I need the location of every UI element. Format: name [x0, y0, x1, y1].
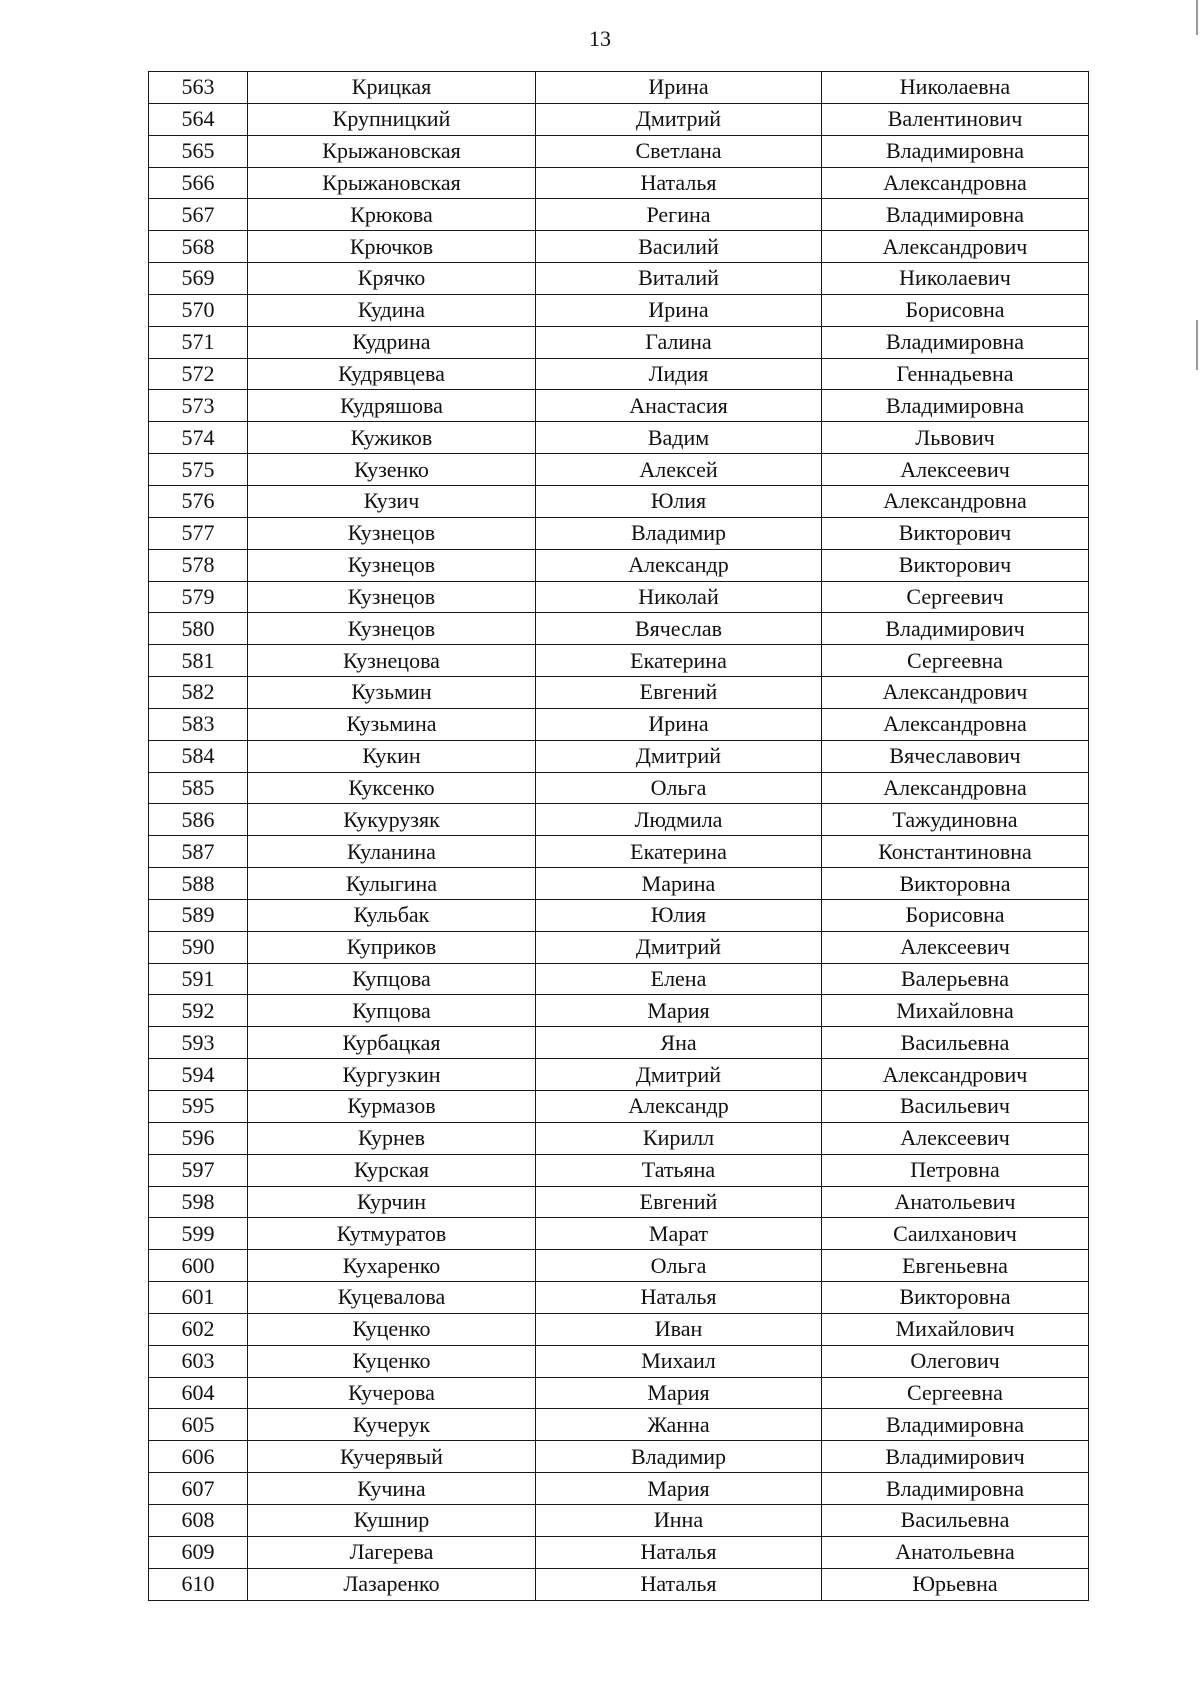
row-number: 568: [149, 231, 248, 263]
row-number: 581: [149, 645, 248, 677]
first-name-cell: Регина: [536, 199, 822, 231]
patronymic-cell: Владимирович: [822, 613, 1089, 645]
table-row: [149, 167, 1089, 199]
surname-cell: Кудрявцева: [248, 358, 536, 390]
patronymic-cell: Владимировна: [822, 1409, 1089, 1441]
patronymic-cell: Александрович: [822, 231, 1089, 263]
first-name-cell: Жанна: [536, 1409, 822, 1441]
first-name-cell: Алексей: [536, 454, 822, 486]
first-name-cell: Инна: [536, 1504, 822, 1536]
first-name-cell: Вячеслав: [536, 613, 822, 645]
row-number: 592: [149, 995, 248, 1027]
patronymic-cell: Евгеньевна: [822, 1250, 1089, 1282]
table-row: [149, 581, 1089, 613]
row-number: 600: [149, 1250, 248, 1282]
patronymic-cell: Владимировна: [822, 390, 1089, 422]
surname-cell: Кужиков: [248, 422, 536, 454]
surname-cell: Кушнир: [248, 1504, 536, 1536]
patronymic-cell: Васильевна: [822, 1027, 1089, 1059]
patronymic-cell: Викторовна: [822, 1282, 1089, 1314]
table-row: [149, 677, 1089, 709]
first-name-cell: Кирилл: [536, 1122, 822, 1154]
patronymic-cell: Александрович: [822, 1059, 1089, 1091]
patronymic-cell: Олегович: [822, 1345, 1089, 1377]
table-row: [149, 931, 1089, 963]
first-name-cell: Татьяна: [536, 1154, 822, 1186]
surname-cell: Курчин: [248, 1186, 536, 1218]
surname-cell: Куценко: [248, 1313, 536, 1345]
row-number: 607: [149, 1473, 248, 1505]
row-number: 582: [149, 677, 248, 709]
table-row: [149, 454, 1089, 486]
row-number: 606: [149, 1441, 248, 1473]
patronymic-cell: Вячеславович: [822, 740, 1089, 772]
row-number: 574: [149, 422, 248, 454]
patronymic-cell: Александровна: [822, 708, 1089, 740]
row-number: 593: [149, 1027, 248, 1059]
patronymic-cell: Викторовна: [822, 868, 1089, 900]
first-name-cell: Иван: [536, 1313, 822, 1345]
row-number: 599: [149, 1218, 248, 1250]
table-row: [149, 72, 1089, 104]
surname-cell: Крюкова: [248, 199, 536, 231]
surname-cell: Кузнецов: [248, 517, 536, 549]
table-row: [149, 899, 1089, 931]
page-number: 13: [589, 26, 611, 51]
table-row: [149, 390, 1089, 422]
row-number: 572: [149, 358, 248, 390]
row-number: 589: [149, 899, 248, 931]
first-name-cell: Юлия: [536, 485, 822, 517]
row-number: 602: [149, 1313, 248, 1345]
row-number: 578: [149, 549, 248, 581]
surname-cell: Курнев: [248, 1122, 536, 1154]
patronymic-cell: Алексеевич: [822, 454, 1089, 486]
row-number: 567: [149, 199, 248, 231]
patronymic-cell: Геннадьевна: [822, 358, 1089, 390]
row-number: 580: [149, 613, 248, 645]
row-number: 576: [149, 485, 248, 517]
table-row: [149, 326, 1089, 358]
patronymic-cell: Алексеевич: [822, 931, 1089, 963]
surname-cell: Купцова: [248, 963, 536, 995]
surname-cell: Кучерова: [248, 1377, 536, 1409]
surname-cell: Курмазов: [248, 1091, 536, 1123]
patronymic-cell: Александровна: [822, 485, 1089, 517]
surname-cell: Кудина: [248, 294, 536, 326]
table-row: [149, 1313, 1089, 1345]
surname-cell: Крупницкий: [248, 103, 536, 135]
patronymic-cell: Александровна: [822, 167, 1089, 199]
surname-cell: Кузнецов: [248, 613, 536, 645]
table-row: [149, 1377, 1089, 1409]
first-name-cell: Василий: [536, 231, 822, 263]
row-number: 584: [149, 740, 248, 772]
row-number: 588: [149, 868, 248, 900]
row-number: 609: [149, 1536, 248, 1568]
surname-cell: Куксенко: [248, 772, 536, 804]
surname-cell: Куланина: [248, 836, 536, 868]
patronymic-cell: Валерьевна: [822, 963, 1089, 995]
surname-cell: Кузнецова: [248, 645, 536, 677]
row-number: 594: [149, 1059, 248, 1091]
row-number: 587: [149, 836, 248, 868]
row-number: 579: [149, 581, 248, 613]
first-name-cell: Марина: [536, 868, 822, 900]
table-row: [149, 135, 1089, 167]
first-name-cell: Людмила: [536, 804, 822, 836]
row-number: 590: [149, 931, 248, 963]
table-row: [149, 1218, 1089, 1250]
patronymic-cell: Анатольевна: [822, 1536, 1089, 1568]
patronymic-cell: Сергеевна: [822, 645, 1089, 677]
surname-cell: Купцова: [248, 995, 536, 1027]
first-name-cell: Лидия: [536, 358, 822, 390]
row-number: 577: [149, 517, 248, 549]
patronymic-cell: Владимировна: [822, 199, 1089, 231]
table-row: [149, 1536, 1089, 1568]
table-row: [149, 804, 1089, 836]
table-row: [149, 1568, 1089, 1600]
patronymic-cell: Михайлович: [822, 1313, 1089, 1345]
first-name-cell: Ольга: [536, 1250, 822, 1282]
patronymic-cell: Борисовна: [822, 294, 1089, 326]
first-name-cell: Наталья: [536, 1282, 822, 1314]
patronymic-cell: Николаевна: [822, 72, 1089, 104]
table-row: [149, 1282, 1089, 1314]
surname-cell: Кузьмина: [248, 708, 536, 740]
table-row: [149, 1186, 1089, 1218]
patronymic-cell: Петровна: [822, 1154, 1089, 1186]
surname-cell: Кузнецов: [248, 581, 536, 613]
table-row: [149, 1027, 1089, 1059]
first-name-cell: Дмитрий: [536, 740, 822, 772]
table-row: [149, 613, 1089, 645]
surname-cell: Кузич: [248, 485, 536, 517]
patronymic-cell: Владимировна: [822, 326, 1089, 358]
row-number: 604: [149, 1377, 248, 1409]
table-row: [149, 1345, 1089, 1377]
patronymic-cell: Николаевич: [822, 263, 1089, 295]
row-number: 570: [149, 294, 248, 326]
table-row: [149, 231, 1089, 263]
surname-cell: Кучерук: [248, 1409, 536, 1441]
first-name-cell: Марат: [536, 1218, 822, 1250]
table-row: [149, 422, 1089, 454]
first-name-cell: Ирина: [536, 708, 822, 740]
table-row: [149, 103, 1089, 135]
patronymic-cell: Саилханович: [822, 1218, 1089, 1250]
surname-cell: Курбацкая: [248, 1027, 536, 1059]
patronymic-cell: Сергеевич: [822, 581, 1089, 613]
row-number: 583: [149, 708, 248, 740]
surname-cell: Кузенко: [248, 454, 536, 486]
first-name-cell: Дмитрий: [536, 103, 822, 135]
row-number: 573: [149, 390, 248, 422]
table-row: [149, 740, 1089, 772]
row-number: 591: [149, 963, 248, 995]
row-number: 595: [149, 1091, 248, 1123]
table-row: [149, 517, 1089, 549]
first-name-cell: Наталья: [536, 1536, 822, 1568]
first-name-cell: Михаил: [536, 1345, 822, 1377]
table-row: [149, 772, 1089, 804]
patronymic-cell: Юрьевна: [822, 1568, 1089, 1600]
first-name-cell: Виталий: [536, 263, 822, 295]
row-number: 585: [149, 772, 248, 804]
table-row: [149, 1409, 1089, 1441]
row-number: 569: [149, 263, 248, 295]
row-number: 575: [149, 454, 248, 486]
table-row: [149, 294, 1089, 326]
table-row: [149, 485, 1089, 517]
first-name-cell: Наталья: [536, 1568, 822, 1600]
first-name-cell: Вадим: [536, 422, 822, 454]
row-number: 566: [149, 167, 248, 199]
first-name-cell: Юлия: [536, 899, 822, 931]
table-row: [149, 645, 1089, 677]
surname-cell: Крицкая: [248, 72, 536, 104]
surname-cell: Крыжановская: [248, 135, 536, 167]
first-name-cell: Яна: [536, 1027, 822, 1059]
first-name-cell: Елена: [536, 963, 822, 995]
first-name-cell: Екатерина: [536, 836, 822, 868]
first-name-cell: Дмитрий: [536, 931, 822, 963]
table-row: [149, 549, 1089, 581]
table-row: [149, 868, 1089, 900]
scan-edge-mark: [1196, 320, 1198, 370]
first-name-cell: Галина: [536, 326, 822, 358]
row-number: 571: [149, 326, 248, 358]
patronymic-cell: Владимирович: [822, 1441, 1089, 1473]
row-number: 586: [149, 804, 248, 836]
surname-cell: Курская: [248, 1154, 536, 1186]
first-name-cell: Александр: [536, 549, 822, 581]
table-row: [149, 1154, 1089, 1186]
patronymic-cell: Васильевич: [822, 1091, 1089, 1123]
first-name-cell: Екатерина: [536, 645, 822, 677]
surname-cell: Кулыгина: [248, 868, 536, 900]
surname-cell: Кутмуратов: [248, 1218, 536, 1250]
table-row: [149, 1091, 1089, 1123]
table-row: [149, 963, 1089, 995]
patronymic-cell: Васильевна: [822, 1504, 1089, 1536]
surname-cell: Куприков: [248, 931, 536, 963]
persons-table-body: [149, 72, 1089, 1601]
patronymic-cell: Борисовна: [822, 899, 1089, 931]
table-row: [149, 358, 1089, 390]
patronymic-cell: Михайловна: [822, 995, 1089, 1027]
surname-cell: Кульбак: [248, 899, 536, 931]
first-name-cell: Александр: [536, 1091, 822, 1123]
patronymic-cell: Александрович: [822, 677, 1089, 709]
table-row: [149, 1504, 1089, 1536]
surname-cell: Кудряшова: [248, 390, 536, 422]
first-name-cell: Мария: [536, 1377, 822, 1409]
table-row: [149, 1473, 1089, 1505]
surname-cell: Куценко: [248, 1345, 536, 1377]
table-row: [149, 1441, 1089, 1473]
patronymic-cell: Константиновна: [822, 836, 1089, 868]
first-name-cell: Дмитрий: [536, 1059, 822, 1091]
patronymic-cell: Викторович: [822, 549, 1089, 581]
surname-cell: Кудрина: [248, 326, 536, 358]
first-name-cell: Светлана: [536, 135, 822, 167]
surname-cell: Лазаренко: [248, 1568, 536, 1600]
first-name-cell: Евгений: [536, 1186, 822, 1218]
patronymic-cell: Валентинович: [822, 103, 1089, 135]
table-row: [149, 1250, 1089, 1282]
patronymic-cell: Сергеевна: [822, 1377, 1089, 1409]
row-number: 598: [149, 1186, 248, 1218]
surname-cell: Кузнецов: [248, 549, 536, 581]
row-number: 563: [149, 72, 248, 104]
patronymic-cell: Тажудиновна: [822, 804, 1089, 836]
surname-cell: Кухаренко: [248, 1250, 536, 1282]
surname-cell: Кукурузяк: [248, 804, 536, 836]
first-name-cell: Ирина: [536, 72, 822, 104]
surname-cell: Крыжановская: [248, 167, 536, 199]
patronymic-cell: Владимировна: [822, 135, 1089, 167]
first-name-cell: Ирина: [536, 294, 822, 326]
table-row: [149, 263, 1089, 295]
table-row: [149, 1122, 1089, 1154]
surname-cell: Кучина: [248, 1473, 536, 1505]
patronymic-cell: Викторович: [822, 517, 1089, 549]
surname-cell: Крючков: [248, 231, 536, 263]
first-name-cell: Анастасия: [536, 390, 822, 422]
surname-cell: Кукин: [248, 740, 536, 772]
patronymic-cell: Алексеевич: [822, 1122, 1089, 1154]
surname-cell: Кучерявый: [248, 1441, 536, 1473]
table-row: [149, 199, 1089, 231]
surname-cell: Кузьмин: [248, 677, 536, 709]
row-number: 597: [149, 1154, 248, 1186]
persons-table: [148, 71, 1089, 1601]
table-row: [149, 836, 1089, 868]
surname-cell: Крячко: [248, 263, 536, 295]
patronymic-cell: Львович: [822, 422, 1089, 454]
scan-edge-mark: [1196, 0, 1198, 35]
row-number: 596: [149, 1122, 248, 1154]
first-name-cell: Владимир: [536, 1441, 822, 1473]
surname-cell: Кургузкин: [248, 1059, 536, 1091]
row-number: 610: [149, 1568, 248, 1600]
first-name-cell: Мария: [536, 1473, 822, 1505]
first-name-cell: Владимир: [536, 517, 822, 549]
surname-cell: Куцевалова: [248, 1282, 536, 1314]
table-row: [149, 1059, 1089, 1091]
first-name-cell: Наталья: [536, 167, 822, 199]
row-number: 603: [149, 1345, 248, 1377]
table-row: [149, 995, 1089, 1027]
first-name-cell: Ольга: [536, 772, 822, 804]
row-number: 601: [149, 1282, 248, 1314]
row-number: 564: [149, 103, 248, 135]
patronymic-cell: Анатольевич: [822, 1186, 1089, 1218]
surname-cell: Лагерева: [248, 1536, 536, 1568]
first-name-cell: Евгений: [536, 677, 822, 709]
row-number: 608: [149, 1504, 248, 1536]
table-row: [149, 708, 1089, 740]
first-name-cell: Николай: [536, 581, 822, 613]
first-name-cell: Мария: [536, 995, 822, 1027]
patronymic-cell: Александровна: [822, 772, 1089, 804]
row-number: 565: [149, 135, 248, 167]
patronymic-cell: Владимировна: [822, 1473, 1089, 1505]
row-number: 605: [149, 1409, 248, 1441]
